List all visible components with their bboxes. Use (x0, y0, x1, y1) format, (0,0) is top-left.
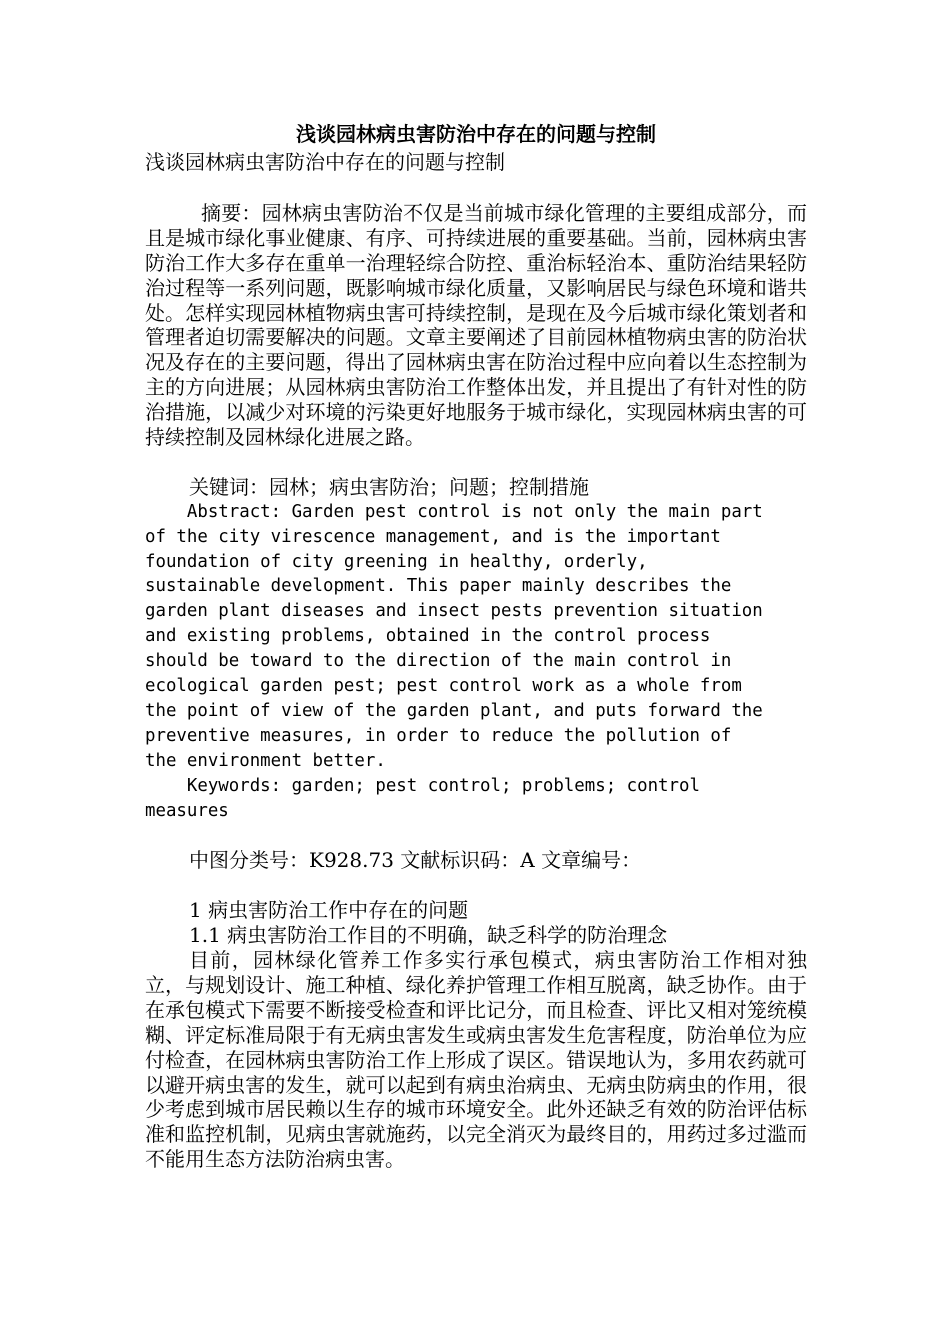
english-abstract: Abstract: Garden pest control is not only the main part of the city virescence management, and is the important foundation of city greening in healthy, orderly, sustainable development. This paper mainly describes the garden plant diseases and insect pests prevention situation and existing problems, obtained in the control process should be toward to the direction of the main control in ecological garden pest; pest control work as a whole from the point of view of the garden plant, and puts forward the preventive measures, in order to reduce the pollution of the environment better. (145, 501, 763, 771)
section-1-heading: 1 病虫害防治工作中存在的问题 (189, 898, 469, 923)
section-1-1-heading: 1.1 病虫害防治工作目的不明确，缺乏科学的防治理念 (189, 923, 668, 948)
document-title: 浅谈园林病虫害防治中存在的问题与控制 (296, 122, 656, 146)
english-keywords: Keywords: garden; pest control; problems; control measures (145, 775, 700, 821)
spacer (145, 824, 807, 849)
spacer (145, 450, 807, 475)
chinese-abstract: 摘要：园林病虫害防治不仅是当前城市绿化管理的主要组成部分，而且是城市绿化事业健康、有序、可持续进展的重要基础。当前，园林病虫害防治工作大多存在重单一治理轻综合防控、重治标轻治本、重防治结果轻防治过程等一系列问题，既影响城市绿化质量，又影响居民与绿色环境和谐共处。怎样实现园林植物病虫害可持续控制，是现在及今后城市绿化策划者和管理者迫切需要解决的问题。文章主要阐述了目前园林植物病虫害的防治状况及存在的主要问题，得出了园林病虫害在防治过程中应向着以生态控制为主的方向进展；从园林病虫害防治工作整体出发，并且提出了有针对性的防治措施，以减少对环境的污染更好地服务于城市绿化，实现园林病虫害的可持续控制及园林绿化进展之路。 (145, 200, 807, 450)
spacer (145, 176, 807, 201)
chinese-keywords: 关键词：园林；病虫害防治；问题；控制措施 (189, 474, 589, 499)
classification-line: 中图分类号：K928.73 文献标识码：A 文章编号： (189, 848, 642, 873)
spacer (145, 873, 807, 898)
document-subtitle: 浅谈园林病虫害防治中存在的问题与控制 (145, 150, 505, 174)
document-page (145, 120, 807, 1172)
section-1-1-body: 目前，园林绿化管养工作多实行承包模式，病虫害防治工作相对独立，与规划设计、施工种植、绿化养护管理工作相互脱离，缺乏协作。由于在承包模式下需要不断接受检查和评比记分，而且检查、评比又相对笼统模糊、评定标准局限于有无病虫害发生或病虫害发生危害程度，防治单位为应付检查，在园林病虫害防治工作上形成了误区。错误地认为，多用农药就可以避开病虫害的发生，就可以起到有病虫治病虫、无病虫防病虫的作用，很少考虑到城市居民赖以生存的城市环境安全。此外还缺乏有效的防治评估标准和监控机制，见病虫害就施药，以完全消灭为最终目的，用药过多过滥而不能用生态方法防治病虫害。 (145, 948, 807, 1172)
